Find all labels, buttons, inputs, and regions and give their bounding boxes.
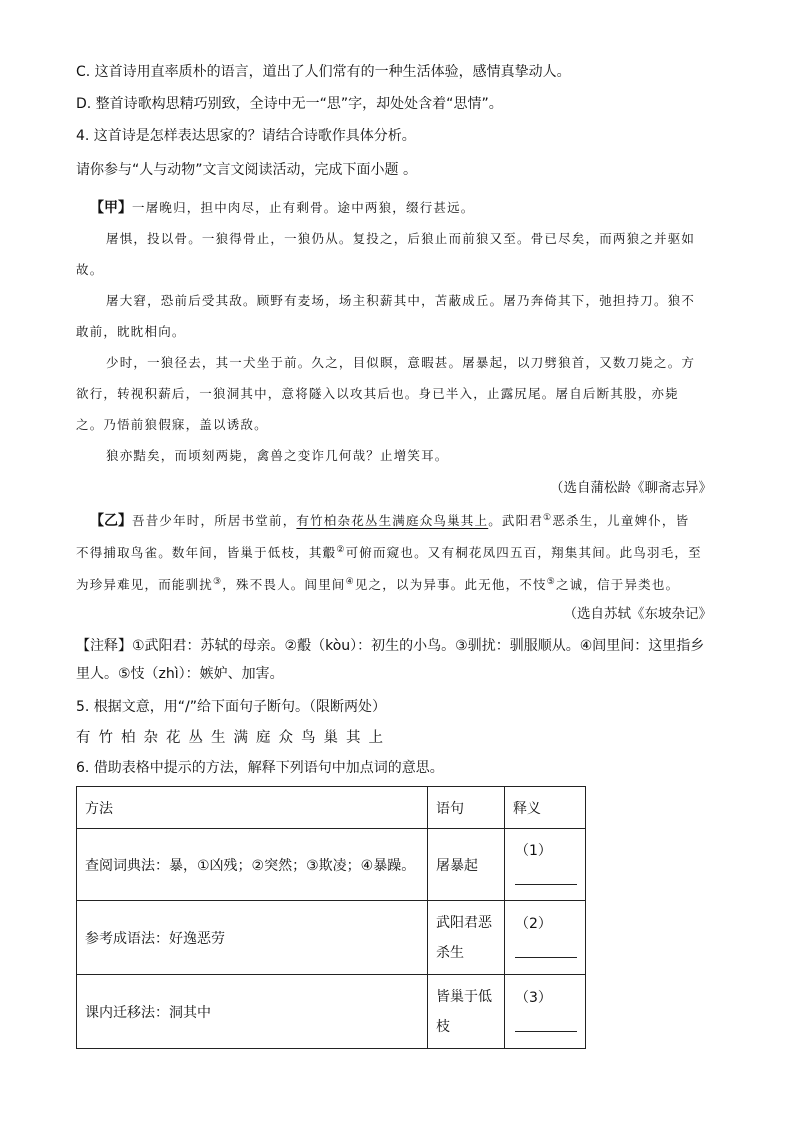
answer-cell[interactable]: （2） — [505, 901, 586, 975]
jia-line-2: 屠惧，投以骨。一狼得骨止，一狼仍从。复投之，后狼止而前狼又至。骨已尽矣，而两狼之并驱如 — [106, 231, 696, 246]
reading-intro: 请你参与“人与动物”文言文阅读活动，完成下面小题 。 — [76, 162, 417, 178]
row-method: 查阅词典法：暴，①凶残；②突然；③欺凌；④暴躁。 — [77, 829, 428, 901]
table-row — [77, 901, 586, 975]
jia-label: 【甲】 — [90, 200, 132, 216]
row-method: 课内迁移法：洞其中 — [77, 975, 428, 1049]
question-4: 4. 这首诗是怎样表达思家的？请结合诗歌作具体分析。 — [76, 128, 416, 144]
row-sentence: 武阳君恶杀生 — [428, 901, 505, 975]
underlined-sentence: 有竹柏杂花丛生满庭众鸟巢其上 — [296, 513, 489, 529]
yi-source: （选自苏轼《东坡杂记》 — [563, 606, 712, 622]
jia-line-5: 敢前，眈眈相向。 — [76, 324, 186, 339]
question-5: 5. 根据文意，用“/”给下面句子断句。（限断两处） — [76, 699, 387, 715]
option-c: C. 这首诗用直率质朴的语言，道出了人们常有的一种生活体验，感情真挚动人。 — [76, 64, 571, 80]
jia-line-3: 故。 — [76, 262, 104, 277]
answer-blank[interactable] — [515, 943, 577, 958]
jia-line-8: 之。乃悟前狼假寐，盖以诱敌。 — [76, 417, 268, 432]
method-table — [76, 786, 586, 1049]
jia-line-7: 欲行，转视积薪后，一狼洞其中，意将隧入以攻其后也。身已半入，止露尻尾。屠自后断其股，亦毙 — [76, 386, 679, 401]
table-row — [77, 975, 586, 1049]
yi-line-1: 【乙】吾昔少年时，所居书堂前，有竹柏杂花丛生满庭众鸟巢其上。武阳君①恶杀生，儿童婢仆，皆 — [90, 513, 690, 530]
answer-blank[interactable] — [515, 1017, 577, 1032]
jia-line-6: 少时，一狼径去，其一犬坐于前。久之，目似瞑，意暇甚。屠暴起，以刀劈狼首，又数刀毙之。方 — [106, 355, 696, 370]
row-method: 参考成语法：好逸恶劳 — [77, 901, 428, 975]
table-header-row — [77, 787, 586, 829]
header-method: 方法 — [77, 787, 428, 829]
table-row — [77, 829, 586, 901]
header-sentence: 语句 — [428, 787, 505, 829]
row-sentence: 屠暴起 — [428, 829, 505, 901]
jia-line-1: 【甲】一屠晚归，担中肉尽，止有剩骨。途中两狼，缀行甚远。 — [90, 200, 475, 216]
notes-line-1: 【注释】①武阳君：苏轼的母亲。②鷇（kòu）：初生的小鸟。③驯扰：驯服顺从。④闾里间：这里指乡 — [76, 638, 705, 654]
yi-line-3: 为珍异难见，而能驯扰③，殊不畏人。闾里间④见之，以为异事。此无他，不忮⑤之诚，信于异类也。 — [76, 577, 680, 593]
jia-line-4: 屠大窘，恐前后受其敌。顾野有麦场，场主积薪其中，苫蔽成丘。屠乃奔倚其下，弛担持刀。狼不 — [106, 293, 696, 308]
q5-sentence: 有竹柏杂花丛生满庭众鸟巢其上 — [76, 730, 391, 746]
answer-cell[interactable]: （1） — [505, 829, 586, 901]
row-sentence: 皆巢于低枝 — [428, 975, 505, 1049]
answer-cell[interactable]: （3） — [505, 975, 586, 1049]
question-6: 6. 借助表格中提示的方法，解释下列语句中加点词的意思。 — [76, 760, 444, 776]
jia-line-9: 狼亦黠矣，而顷刻两毙，禽兽之变诈几何哉？止增笑耳。 — [106, 448, 449, 463]
yi-line-2: 不得捕取鸟雀。数年间，皆巢于低枝，其鷇②可俯而窥也。又有桐花凤四五百，翔集其间。此鸟羽毛，至 — [76, 545, 702, 561]
header-meaning: 释义 — [505, 787, 586, 829]
notes-line-2: 里人。⑤忮（zhì）：嫉妒、加害。 — [76, 666, 284, 682]
answer-blank[interactable] — [515, 870, 577, 885]
jia-source: （选自蒲松龄《聊斋志异》 — [550, 480, 712, 496]
option-d: D. 整首诗歌构思精巧别致，全诗中无一“思”字，却处处含着“思情”。 — [76, 96, 503, 112]
yi-label: 【乙】 — [90, 513, 132, 530]
